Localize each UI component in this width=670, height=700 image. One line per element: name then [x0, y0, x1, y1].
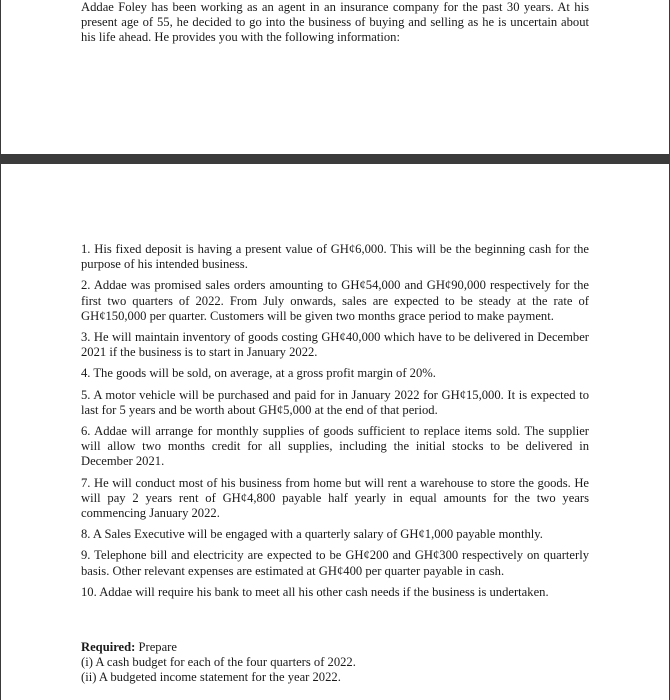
required-verb: Prepare — [135, 640, 177, 654]
list-item: 9. Telephone bill and electricity are expected to be GH¢200 and GH¢300 respectively on quarterly basis. Other relevant expenses are estimated at GH¢400 per quarter payable in cash. — [81, 548, 589, 578]
list-item: 4. The goods will be sold, on average, at a gross profit margin of 20%. — [81, 366, 436, 381]
required-task: (ii) A budgeted income statement for the year 2022. — [81, 670, 341, 684]
list-item: 7. He will conduct most of his business from home but will rent a warehouse to store the goods. He will pay 2 years rent of GH¢4,800 payable half yearly in equal amounts for the two years commencing January 2022. — [81, 475, 589, 521]
list-item: 6. Addae will arrange for monthly supplies of goods sufficient to replace items sold. The supplier will allow two months credit for all supplies, including the initial stocks to be delivered in December 2021. — [81, 424, 589, 469]
information-list — [81, 242, 589, 606]
intro-paragraph: Addae Foley has been working as an agent in an insurance company for the past 30 years. At his present age of 55, he decided to go into the business of buying and selling as he is uncertain about his life ahead. He provides you with the following information: — [81, 0, 589, 45]
list-item: 5. A motor vehicle will be purchased and paid for in January 2022 for GH¢15,000. It is expected to last for 5 years and be worth about GH¢5,000 at the end of that period. — [81, 387, 589, 417]
required-heading — [81, 640, 589, 655]
list-item: 2. Addae was promised sales orders amounting to GH¢54,000 and GH¢90,000 respectively for the first two quarters of 2022. From July onwards, sales are expected to be steady at the rate of GH¢150,000 per quarter. Customers will be given two months grace period to make payment. — [81, 278, 589, 323]
list-item: 10. Addae will require his bank to meet all his other cash needs if the business is undertaken. — [81, 584, 549, 599]
list-item: 1. His fixed deposit is having a present value of GH¢6,000. This will be the beginning cash for the purpose of his intended business. — [81, 242, 589, 272]
list-item: 8. A Sales Executive will be engaged with a quarterly salary of GH¢1,000 payable monthly. — [81, 527, 543, 542]
required-label: Required: — [81, 640, 136, 654]
list-item: 3. He will maintain inventory of goods costing GH¢40,000 which have to be delivered in December 2021 if the business is to start in January 2022. — [81, 330, 589, 360]
section-divider — [0, 154, 670, 164]
required-task: (i) A cash budget for each of the four quarters of 2022. — [81, 655, 356, 669]
required-section — [81, 640, 589, 685]
